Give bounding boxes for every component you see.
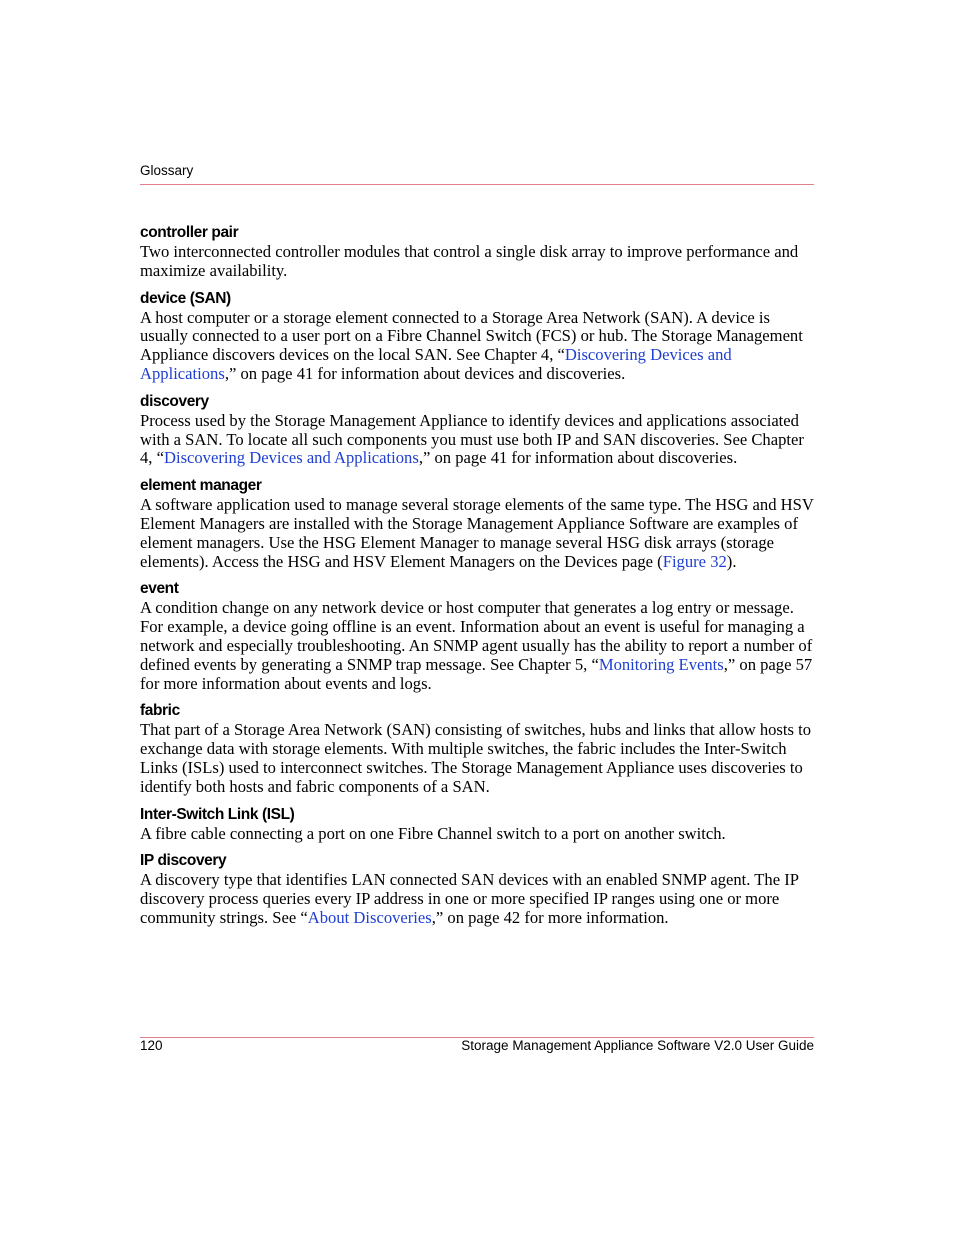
glossary-term: fabric — [140, 702, 180, 720]
glossary-entry-event — [140, 579, 814, 693]
glossary-term: event — [140, 580, 179, 598]
glossary-entry-element-manager — [140, 476, 814, 571]
glossary-term: device (SAN) — [140, 289, 231, 307]
header-rule — [140, 184, 814, 185]
cross-reference-link[interactable]: About Discoveries — [307, 907, 432, 927]
glossary-term: discovery — [140, 392, 209, 410]
glossary-definition: Two interconnected controller modules that control a single disk array to improve performance and maximize availability. — [140, 242, 799, 280]
definition-text: ,” on page 41 for information about discoveries. — [418, 448, 738, 468]
glossary-entry-fabric — [140, 701, 814, 796]
definition-text: A host computer or a storage element connected to a Storage Area Network (SAN). A device is usually connected to a user port on a Fibre Channel Switch (FCS) or hub. The Storage Management Appliance discovers devices on the local SAN. See Chapter 4, “ — [140, 307, 803, 365]
glossary-entry-ip-discovery — [140, 851, 814, 927]
glossary-term: Inter-Switch Link (ISL) — [140, 805, 295, 823]
glossary-definition: That part of a Storage Area Network (SAN) consisting of switches, hubs and links that allow hosts to exchange data with storage elements. With multiple switches, the fabric includes the Inter-Switch Links (ISLs) used to interconnect switches. The Storage Management Appliance uses discoveries to identify both hosts and fabric components of a SAN. — [140, 720, 812, 796]
glossary-entry-device-san — [140, 289, 814, 384]
definition-text: ). — [726, 551, 737, 571]
glossary-term: element manager — [140, 477, 262, 495]
definition-text: ,” on page 42 for more information. — [431, 907, 669, 927]
glossary-definition — [140, 412, 814, 468]
cross-reference-link[interactable]: Monitoring Events — [598, 654, 724, 674]
definition-text: A discovery type that identifies LAN connected SAN devices with an enabled SNMP agent. The IP discovery process queries every IP address in one or more specified IP ranges using one or more community strings. See “ — [140, 870, 799, 927]
glossary-definition — [140, 871, 814, 927]
definition-text: ,” on page 57 for more information about events and logs. — [140, 654, 813, 693]
glossary-definition — [140, 496, 814, 571]
page-number: 120 — [140, 1038, 163, 1053]
glossary-entry-inter-switch-link — [140, 805, 814, 844]
definition-text: Process used by the Storage Management Appliance to identify devices and applications associated with a SAN. To locate all such components you must use both IP and SAN discoveries. See Chapter 4, “ — [140, 410, 804, 468]
glossary-definition: A fibre cable connecting a port on one Fibre Channel switch to a port on another switch. — [140, 823, 726, 843]
figure-link[interactable]: Figure 32 — [662, 551, 727, 571]
definition-text: A condition change on any network device or host computer that generates a log entry or message. For example, a device going offline is an event. Information about an event is useful for managing a network and especially troubleshooting. An SNMP agent usually has the ability to report a number of defined events by generating a SNMP trap message. See Chapter 5, “ — [140, 598, 813, 674]
glossary-term: controller pair — [140, 224, 239, 241]
document-page — [140, 0, 814, 1235]
glossary-entry-discovery — [140, 392, 814, 468]
book-title: Storage Management Appliance Software V2.0 User Guide — [461, 1038, 814, 1053]
glossary-term: IP discovery — [140, 852, 227, 870]
glossary-entry-controller-pair — [140, 223, 814, 281]
glossary-definition — [140, 599, 814, 693]
definition-text: ,” on page 41 for information about devices and discoveries. — [224, 363, 626, 383]
running-head: Glossary — [140, 163, 194, 178]
cross-reference-link[interactable]: Discovering Devices and Applications — [163, 448, 419, 468]
glossary-definition — [140, 309, 814, 384]
definition-text: A software application used to manage several storage elements of the same type. The HSG and HSV Element Managers are installed with the Storage Management Appliance Software are examples of element managers. Use the HSG Element Manager to manage several HSG disk arrays (storage elements). Access the HSG and HSV Element Managers on the Devices page ( — [140, 495, 814, 571]
cross-reference-link[interactable]: Discovering Devices and Applications — [140, 345, 732, 383]
glossary-list — [140, 223, 814, 936]
